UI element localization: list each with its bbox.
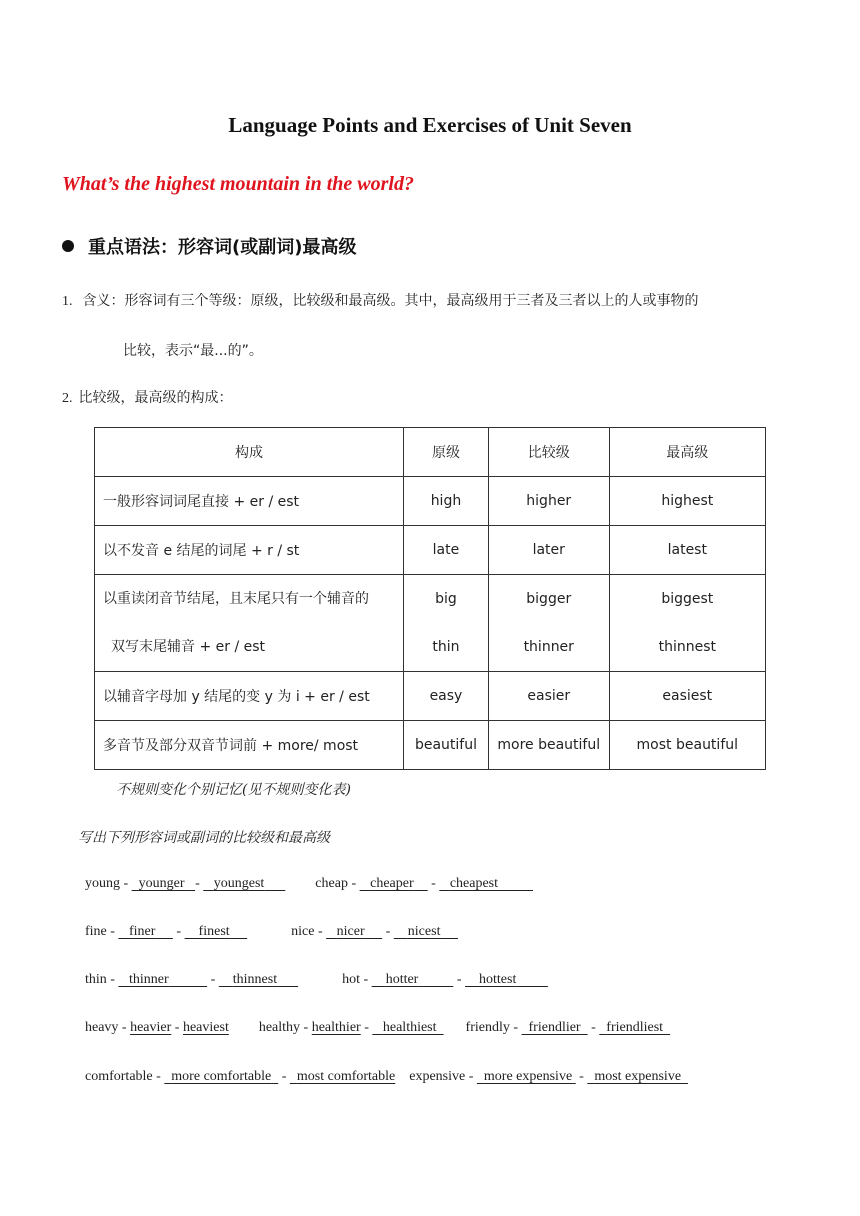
- table-row: [95, 575, 766, 672]
- exercise-word: cheap -: [315, 876, 360, 891]
- exercise-word: thin -: [85, 972, 119, 987]
- table-cell: easy: [403, 672, 488, 721]
- answer-blank: friendliest: [606, 1020, 664, 1035]
- exercise-line: [85, 924, 458, 940]
- point-2-number: 2.: [62, 391, 73, 406]
- point-2: [62, 387, 233, 407]
- exercise-word: nice -: [291, 924, 327, 939]
- comparison-table: [94, 427, 766, 770]
- separator: -: [195, 876, 204, 891]
- point-2-text: 比较级，最高级的构成：: [78, 390, 233, 406]
- exercise-instruction: 写出下列形容词或副词的比较级和最高级: [78, 830, 330, 846]
- table-row: [95, 477, 766, 526]
- point-1-line-2: 比较，表示“最...的”。: [123, 343, 263, 359]
- table-cell-rule: 多音节及部分双音节词前 + more/ most: [95, 721, 404, 770]
- point-1-number: 1.: [62, 294, 73, 309]
- separator: -: [360, 1020, 373, 1035]
- answer-blank: hotter: [385, 972, 419, 987]
- exercise-word: expensive -: [409, 1069, 477, 1084]
- table-cell: easiest: [609, 672, 765, 721]
- answer-blank: more comfortable: [171, 1069, 272, 1084]
- answer-blank: friendlier: [528, 1020, 581, 1035]
- separator: -: [278, 1069, 290, 1084]
- rule-line-1: 以重读闭音节结尾，且末尾只有一个辅音的: [103, 591, 369, 607]
- lesson-subtitle: What’s the highest mountain in the world?: [62, 173, 414, 195]
- table-cell: higher: [488, 477, 609, 526]
- answer-blank: most expensive: [594, 1069, 682, 1084]
- exercise-line: [85, 1020, 670, 1036]
- point-1: [62, 290, 699, 310]
- separator: -: [587, 1020, 600, 1035]
- answer-blank: nicest: [407, 924, 441, 939]
- answer-blank: most comfortable: [296, 1069, 396, 1084]
- cell-line: bigger: [526, 591, 572, 607]
- table-row: [95, 721, 766, 770]
- table-cell: late: [403, 526, 488, 575]
- table-header-cell: 比较级: [488, 428, 609, 477]
- table-header-cell: 构成: [95, 428, 404, 477]
- answer-blank: finer: [128, 924, 156, 939]
- separator: -: [427, 876, 440, 891]
- table-cell-rule: 一般形容词词尾直接 + er / est: [95, 477, 404, 526]
- table-cell: [609, 575, 765, 672]
- answer-blank: healthier: [311, 1020, 361, 1035]
- exercise-line: [85, 1069, 688, 1085]
- answer-blank: thinnest: [232, 972, 278, 987]
- cell-line: big: [435, 591, 457, 607]
- answer-blank: cheaper: [370, 876, 414, 891]
- cell-line: biggest: [661, 591, 714, 607]
- table-cell-rule: [95, 575, 404, 672]
- answer-blank: hottest: [479, 972, 517, 987]
- cell-line: thinner: [523, 639, 574, 655]
- exercise-word: healthy -: [258, 1020, 312, 1035]
- cell-line: thin: [432, 639, 460, 655]
- separator: -: [575, 1069, 588, 1084]
- answer-blank: heaviest: [182, 1020, 229, 1035]
- exercise-word: fine -: [85, 924, 119, 939]
- answer-blank: healthiest: [382, 1020, 437, 1035]
- separator: -: [171, 1020, 183, 1035]
- table-cell: highest: [609, 477, 765, 526]
- separator: -: [172, 924, 185, 939]
- grammar-heading: [62, 233, 356, 259]
- table-cell: more beautiful: [488, 721, 609, 770]
- grammar-heading-text: 重点语法：形容词(或副词)最高级: [88, 237, 357, 258]
- answer-blank: nicer: [336, 924, 365, 939]
- answer-blank: heavier: [130, 1020, 172, 1035]
- table-header-row: [95, 428, 766, 477]
- table-cell: latest: [609, 526, 765, 575]
- separator: -: [453, 972, 466, 987]
- table-cell: later: [488, 526, 609, 575]
- table-cell-rule: 以辅音字母加 y 结尾的变 y 为 i + er / est: [95, 672, 404, 721]
- exercise-word: hot -: [342, 972, 372, 987]
- answer-blank: youngest: [213, 876, 265, 891]
- separator: -: [382, 924, 394, 939]
- table-row: [95, 526, 766, 575]
- answer-blank: more expensive: [483, 1069, 573, 1084]
- answer-blank: younger: [138, 876, 185, 891]
- table-header-cell: 原级: [403, 428, 488, 477]
- table-cell: most beautiful: [609, 721, 765, 770]
- table-cell-rule: 以不发音 e 结尾的词尾 + r / st: [95, 526, 404, 575]
- table-cell: high: [403, 477, 488, 526]
- rule-line-2: 双写末尾辅音 + er / est: [111, 639, 266, 655]
- point-1-line-1: 含义：形容词有三个等级：原级，比较级和最高级。其中，最高级用于三者及三者以上的人或事物的: [82, 293, 699, 309]
- exercise-word: friendly -: [465, 1020, 522, 1035]
- exercise-word: comfortable -: [85, 1069, 165, 1084]
- separator: -: [207, 972, 219, 987]
- exercise-line: [85, 876, 533, 892]
- bullet-icon: [62, 240, 74, 252]
- cell-line: thinnest: [658, 639, 716, 655]
- table-cell: beautiful: [403, 721, 488, 770]
- table-row: [95, 672, 766, 721]
- exercise-line: [85, 972, 548, 988]
- table-cell: [403, 575, 488, 672]
- table-cell: [488, 575, 609, 672]
- page-title: Language Points and Exercises of Unit Seven: [228, 113, 632, 137]
- answer-blank: thinner: [128, 972, 169, 987]
- irregular-note: 不规则变化个别记忆(见不规则变化表): [116, 782, 351, 798]
- table-cell: easier: [488, 672, 609, 721]
- table-header-cell: 最高级: [609, 428, 765, 477]
- answer-blank: finest: [198, 924, 230, 939]
- exercise-word: young -: [85, 876, 132, 891]
- exercise-word: heavy -: [85, 1020, 131, 1035]
- answer-blank: cheapest: [449, 876, 499, 891]
